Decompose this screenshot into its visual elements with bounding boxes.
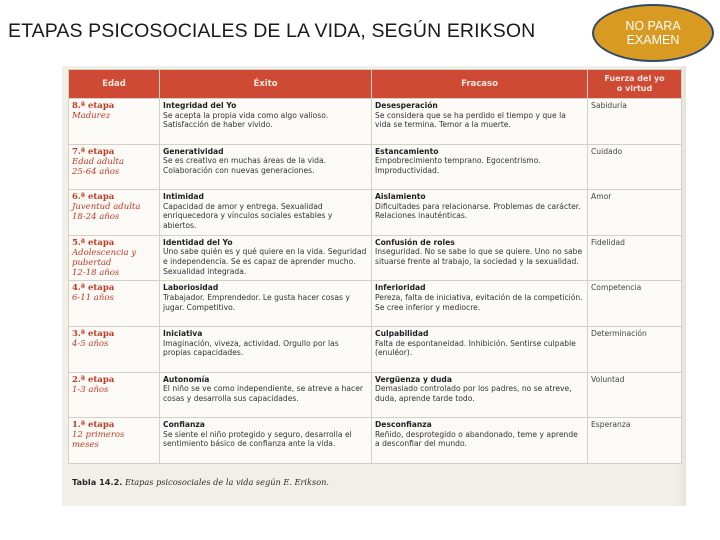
stage-age: Adolescencia y	[72, 247, 137, 258]
success-cell-text: Trabajador. Emprendedor. Le gusta hacer cosas y jugar. Competitivo.	[163, 292, 350, 312]
stage-cell	[69, 418, 160, 464]
failure-cell-text: Falta de espontaneidad. Inhibición. Sentirse culpable (enuléor).	[375, 338, 576, 358]
virtue-cell: Competencia	[588, 281, 682, 327]
caption-label: Tabla 14.2.	[72, 477, 123, 487]
stage-age: 12-18 años	[72, 267, 120, 278]
table-row	[69, 326, 682, 372]
failure-cell	[372, 190, 588, 236]
table-caption	[72, 477, 329, 487]
stage-age: 12 primeros	[72, 430, 125, 441]
success-cell-text: Uno sabe quién es y qué quiere en la vida. Seguridad e independencia. Se es capaz de aprender mucho. Sexualidad integrada.	[163, 247, 367, 276]
virtue-cell: Determinación	[588, 326, 682, 372]
stage-cell	[69, 144, 160, 190]
failure-cell-text: Pereza, falta de iniciativa, evitación de la competición. Se cree inferior y mediocre.	[375, 292, 583, 312]
header-fuerza	[588, 70, 682, 99]
virtue-cell: Esperanza	[588, 418, 682, 464]
success-cell	[160, 190, 372, 236]
stage-cell	[69, 326, 160, 372]
success-cell-title: Identidad del Yo	[163, 237, 233, 247]
virtue-cell: Sabiduría	[588, 99, 682, 145]
slide-title: ETAPAS PSICOSOCIALES DE LA VIDA, SEGÚN ERIKSON	[8, 20, 536, 42]
failure-cell-text: Se considera que se ha perdido el tiempo y que la vida se termina. Temor a la muerte.	[375, 110, 566, 130]
stage-label: 4.ª etapa	[72, 283, 115, 294]
failure-cell-text: Dificultades para relacionarse. Problemas de carácter. Relaciones inauténticas.	[375, 201, 581, 221]
stage-label: 7.ª etapa	[72, 146, 115, 157]
table-row	[69, 99, 682, 145]
failure-cell-title: Confusión de roles	[375, 237, 455, 247]
stage-age: Edad adulta	[72, 156, 125, 167]
success-cell-title: Iniciativa	[163, 328, 203, 338]
stage-label: 8.ª etapa	[72, 101, 115, 111]
failure-cell	[372, 281, 588, 327]
badge-line-2: EXAMEN	[626, 33, 680, 47]
failure-cell-text: Empobrecimiento temprano. Egocentrismo. Improductividad.	[375, 156, 541, 175]
success-cell-text: Se acepta la propia vida como algo valioso. Satisfacción de haber vivido.	[163, 110, 329, 130]
stage-age: 25-64 años	[72, 166, 120, 177]
virtue-cell: Voluntad	[588, 372, 682, 418]
stage-age: Juventud adulta	[72, 202, 141, 213]
stage-cell	[69, 372, 160, 418]
table-row	[69, 235, 682, 281]
success-cell	[160, 235, 372, 281]
success-cell-title: Intimidad	[163, 192, 204, 202]
badge-line-1: NO PARA	[625, 19, 681, 33]
success-cell-title: Confianza	[163, 420, 205, 430]
virtue-cell: Cuidado	[588, 144, 682, 190]
success-cell	[160, 144, 372, 190]
stage-age: 4-5 años	[72, 338, 109, 349]
stage-label: 5.ª etapa	[72, 237, 115, 248]
success-cell-title: Generatividad	[163, 146, 224, 156]
failure-cell	[372, 418, 588, 464]
stage-age: Madurez	[72, 111, 111, 121]
failure-cell	[372, 144, 588, 190]
failure-cell-title: Desconfianza	[375, 420, 432, 430]
not-for-exam-badge	[592, 4, 714, 62]
success-cell-text: El niño se ve como independiente, se atreve a hacer cosas y desarrolla sus capacidades.	[163, 384, 364, 403]
failure-cell-title: Vergüenza y duda	[375, 374, 452, 384]
stage-cell	[69, 190, 160, 236]
success-cell-text: Se siente el niño protegido y seguro, desarrolla el sentimiento básico de confianza ante la vida.	[163, 429, 352, 449]
table-row	[69, 372, 682, 418]
failure-cell-title: Inferioridad	[375, 283, 426, 293]
stage-label: 6.ª etapa	[72, 192, 115, 203]
failure-cell-title: Estancamiento	[375, 146, 439, 156]
stage-age: pubertad	[72, 257, 112, 268]
header-fuerza-line-1: Fuerza del yo	[604, 74, 665, 83]
success-cell	[160, 281, 372, 327]
failure-cell	[372, 99, 588, 145]
failure-cell	[372, 326, 588, 372]
success-cell-text: Imaginación, viveza, actividad. Orgullo por las propias capacidades.	[163, 338, 339, 358]
failure-cell-title: Aislamiento	[375, 192, 426, 202]
header-fuerza-line-2: o virtud	[616, 84, 653, 93]
failure-cell-text: Reñido, desprotegido o abandonado, teme y aprende a desconfiar del mundo.	[375, 429, 578, 449]
table-header-row	[69, 70, 682, 99]
success-cell-title: Integridad del Yo	[163, 101, 237, 110]
failure-cell-title: Desesperación	[375, 101, 438, 110]
failure-cell-text: Demasiado controlado por los padres, no se atreve, duda, aprende tarde todo.	[375, 384, 572, 403]
success-cell-text: Se es creativo en muchas áreas de la vida. Colaboración con nuevas generaciones.	[163, 156, 327, 175]
stage-age: 1-3 años	[72, 384, 109, 395]
stage-cell	[69, 99, 160, 145]
stage-label: 2.ª etapa	[72, 374, 115, 385]
success-cell	[160, 326, 372, 372]
stage-age: 6-11 años	[72, 293, 114, 304]
success-cell-title: Autonomía	[163, 374, 210, 384]
stage-cell	[69, 281, 160, 327]
virtue-cell: Amor	[588, 190, 682, 236]
stage-label: 3.ª etapa	[72, 328, 115, 339]
header-edad: Edad	[69, 70, 160, 99]
stage-age: meses	[72, 440, 99, 451]
success-cell	[160, 372, 372, 418]
stage-cell	[69, 235, 160, 281]
failure-cell	[372, 372, 588, 418]
erikson-stages-table	[68, 69, 682, 464]
success-cell	[160, 99, 372, 145]
success-cell-text: Capacidad de amor y entrega. Sexualidad enriquecedora y vínculos sociales estables y abiertos.	[163, 201, 333, 230]
header-fracaso: Fracaso	[372, 70, 588, 99]
table-row	[69, 418, 682, 464]
stage-label: 1.ª etapa	[72, 420, 115, 431]
stage-age: 18-24 años	[72, 212, 120, 223]
table-row	[69, 190, 682, 236]
success-cell	[160, 418, 372, 464]
failure-cell-title: Culpabilidad	[375, 328, 429, 338]
header-exito: Éxito	[160, 70, 372, 99]
table-row	[69, 144, 682, 190]
success-cell-title: Laboriosidad	[163, 283, 219, 293]
failure-cell	[372, 235, 588, 281]
caption-text: Etapas psicosociales de la vida según E. Erikson.	[125, 477, 330, 487]
failure-cell-text: Inseguridad. No se sabe lo que se quiere. Uno no sabe situarse frente al trabajo, la sociedad y la sexualidad.	[375, 247, 583, 266]
table-row	[69, 281, 682, 327]
virtue-cell: Fidelidad	[588, 235, 682, 281]
